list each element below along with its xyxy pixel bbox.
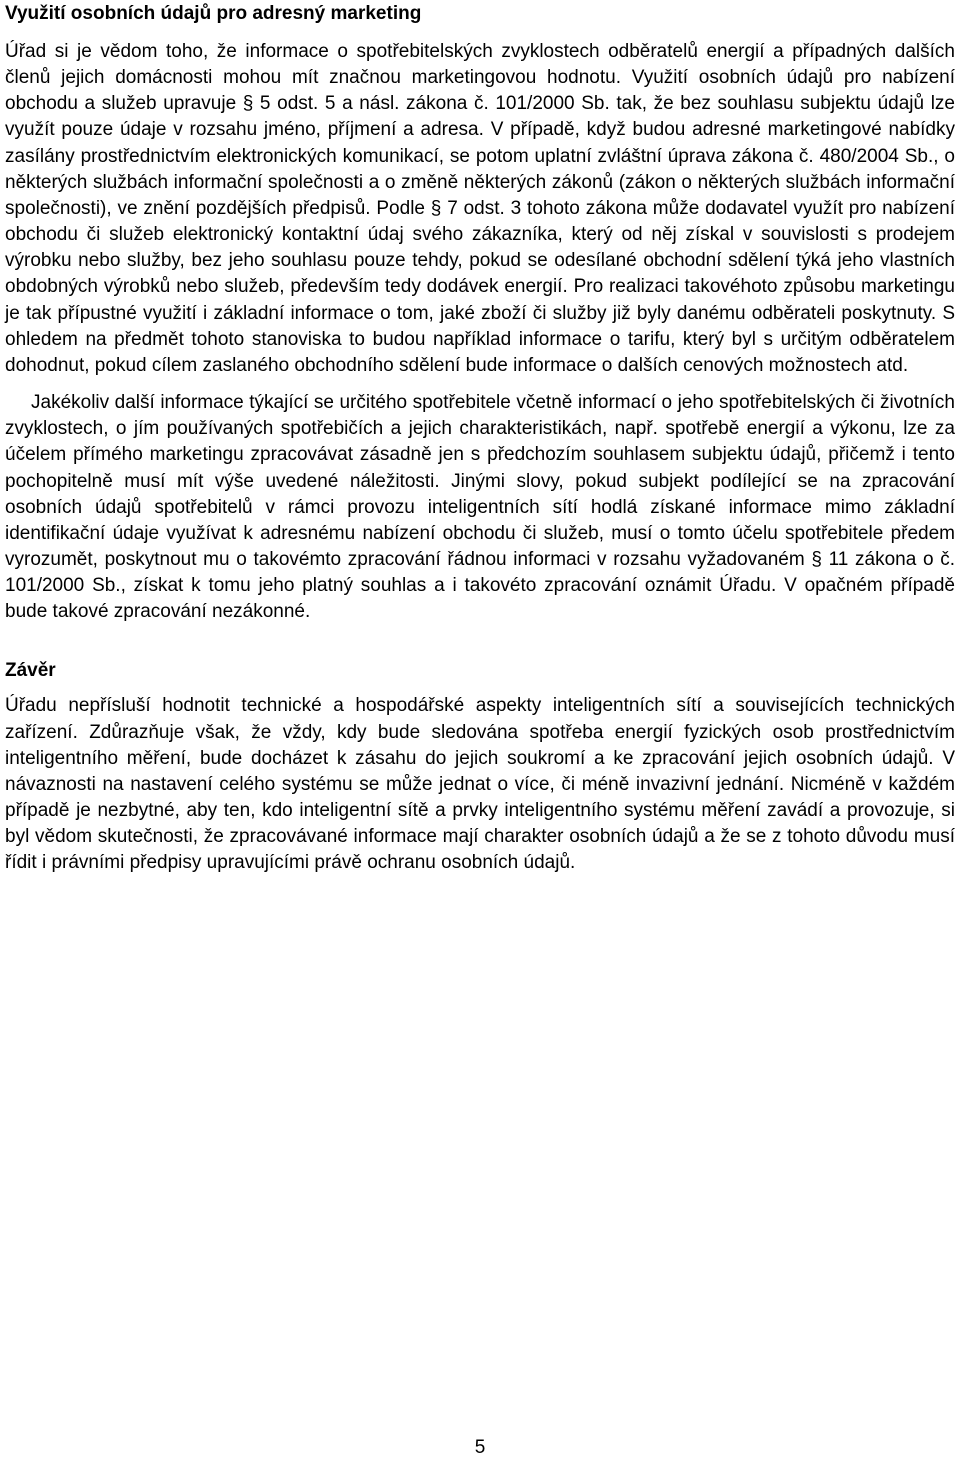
conclusion-heading: Závěr — [5, 660, 56, 682]
section-heading: Využití osobních údajů pro adresný marketing — [5, 3, 422, 24]
paragraph-consent-requirements: Jakékoliv další informace týkající se určitého spotřebitele včetně informací o jeho spotřebitelských či životních zvyklostech, o jím používaných spotřebičích a jejich charakteristikách, např. spotřebě energií a výkonu, lze za účelem přímého marketingu zpracovávat zásadně jen s předchozím souhlasem subjektu údajů, přičemž i tento pochopitelně musí mít výše uvedené náležitosti. Jinými slovy, pokud subjekt podílející se na zpracování osobních údajů spotřebitelů v rámci provozu inteligentních sítí hodlá získané informace mimo základní identifikační údaje využívat k adresnému nabízení obchodu či služeb, musí o tomto účelu spotřebitele předem vyrozumět, poskytnout mu o takovémto zpracování řádnou informaci v rozsahu vyžadovaném § 11 zákona o č. 101/2000 Sb., získat k tomu jeho platný souhlas a i takovéto zpracování oznámit Úřadu. V opačném případě bude takové zpracování nezákonné. — [5, 392, 955, 623]
document-page — [5, 0, 955, 877]
paragraph-marketing-use: Úřad si je vědom toho, že informace o spotřebitelských zvyklostech odběratelů energií a případných dalších členů jejich domácnosti mohou mít značnou marketingovou hodnotu. Využití osobních údajů pro nabízení obchodu a služeb upravuje § 5 odst. 5 a násl. zákona č. 101/2000 Sb. tak, že bez souhlasu subjektu údajů lze využít pouze údaje v rozsahu jméno, příjmení a adresa. V případě, když budou adresné marketingové nabídky zasílány prostřednictvím elektronických komunikací, se potom uplatní zvláštní úprava zákona č. 480/2004 Sb., o některých službách informační společnosti a o změně některých zákonů (zákon o některých službách informační společnosti), ve znění pozdějších předpisů. Podle § 7 odst. 3 tohoto zákona může dodavatel využít pro nabízení obchodu či služeb elektronický kontaktní údaj svého zákazníka, který od něj získal v souvislosti s prodejem výrobku nebo služby, bez jeho souhlasu pouze tehdy, pokud se odesílané obchodní sdělení týká jeho vlastních obdobných výrobků nebo služeb, především tedy dodávek energií. Pro realizaci takovéhoto způsobu marketingu je tak přípustné využití i základní informace o tom, jaké zboží či služby již byly danému odběrateli poskytnuty. S ohledem na předmět tohoto stanoviska to budou například informace o tarifu, který byl s určitým odběratelem dohodnut, pokud cílem zaslaného obchodního sdělení bude informace o dalších cenových možnostech atd. — [5, 41, 955, 376]
paragraph-conclusion: Úřadu nepřísluší hodnotit technické a hospodářské aspekty inteligentních sítí a souvisejících technických zařízení. Zdůrazňuje však, že vždy, kdy bude sledována spotřeba energií fyzických osob prostřednictvím inteligentního měření, bude docházet k zásahu do jejich soukromí a ke zpracování jejich osobních údajů. V návaznosti na nastavení celého systému se může jednat o více, či méně invazivní jednání. Nicméně v každém případě je nezbytné, aby ten, kdo inteligentní sítě a prvky inteligentního systému měření zavádí a provozuje, si byl vědom skutečnosti, že zpracovávané informace mají charakter osobních údajů a že se z tohoto důvodu musí řídit i právními předpisy upravujícími právě ochranu osobních údajů. — [5, 695, 955, 874]
page-number: 5 — [474, 1437, 486, 1458]
